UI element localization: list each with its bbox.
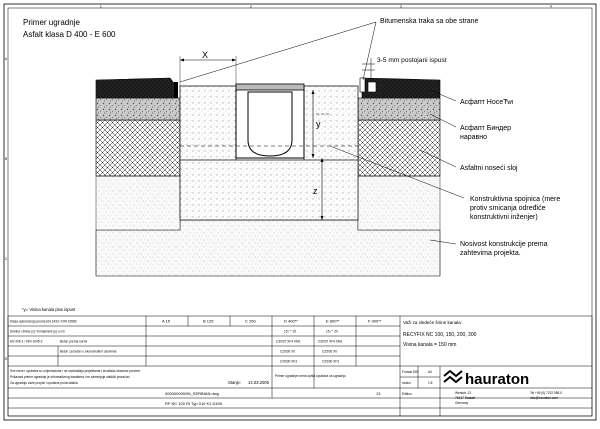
company-addr2: 76437 Rastatt <box>455 396 475 400</box>
format-label: Format DIN <box>402 370 419 374</box>
callout-bitumen: Bitumenska traka sa obe strane <box>380 18 479 25</box>
grating <box>236 84 304 90</box>
legal-3: Za ugradnju važe propisi i uputstva proizvođača. <box>10 381 79 385</box>
footnote: *y= Visina kanala plus ispust <box>22 307 76 312</box>
border-number-4: 4 <box>550 4 552 9</box>
format-value: A4 <box>428 370 432 374</box>
callout-binder: Асфапт Биндер <box>460 125 512 132</box>
legal-1: Sve mere i uputstva su orijentacione i ne oslobađaju projektanta i izvođača obaveze provere. <box>10 369 141 373</box>
class-c250: C 250 <box>245 318 256 324</box>
company-addr1: Werkstr. 13 <box>455 391 472 395</box>
row5-e600: C25/30 XF3 <box>322 359 340 364</box>
border-letter-a: A <box>5 57 8 61</box>
callout-support-2: zahtevima projekta. <box>460 250 521 257</box>
title-line1: Primer ugradnje <box>23 18 80 27</box>
class-b125: B 125 <box>203 318 214 324</box>
note-right-2: RECYFIX NC 100, 150, 200, 300 <box>403 332 477 338</box>
company-web: info@hauraton.com <box>530 396 558 400</box>
bitumen-strip-left <box>174 82 178 98</box>
cross-section <box>96 78 440 276</box>
row3-label: Beton prema normi <box>60 339 88 344</box>
row3-e600: C30/37 XF4 XM1 <box>318 339 343 344</box>
modul-label: modul <box>402 381 411 385</box>
title-line2: Asfalt klasa D 400 - E 600 <box>23 30 116 39</box>
asphalt-binder-left <box>96 98 180 120</box>
row2-d400: 15 / * 15 <box>284 329 296 334</box>
dim-x-label: X <box>202 50 209 60</box>
hauraton-logo <box>444 371 529 388</box>
callout-base: Asfaltni noseći sloj <box>460 165 518 172</box>
row4-label: Beton za beton u ekonomskim uslovima <box>60 349 117 354</box>
row4-d400: C25/30 X0 <box>280 349 296 354</box>
company-addr3: Germany <box>455 401 469 405</box>
class-d400: D 400** <box>284 318 298 324</box>
date-value: 14.03.2005 <box>248 380 269 385</box>
bitumen-strip-right <box>360 78 365 92</box>
row2-e600: 15 / * 20 <box>326 329 338 334</box>
dim-gap-label: 3-5 mm postojani ispust <box>377 57 447 64</box>
status-text: Primer ugradnje nema opšta uputstva za ugradnju <box>275 374 346 378</box>
legal-2: Prikazani primer ugradnje je informativnog karaktera i ne zamenjuje statički proračun. <box>10 375 131 379</box>
callout-binder-2: наравно <box>460 134 488 141</box>
concrete-foundation <box>180 160 358 220</box>
border-number-3: 3 <box>400 4 402 9</box>
row3-d400: C30/37 XF4 XM1 <box>276 339 301 344</box>
border-number-2: 2 <box>250 4 252 9</box>
callout-joint-3: konstruktivni inženjer) <box>470 214 538 221</box>
class-a15: A 15 <box>162 318 171 324</box>
row1-label: Klasa opterećenja prema EN 1433 / DIN 19580 <box>10 319 77 324</box>
border-number-1: 1 <box>100 4 102 9</box>
dim-y-label: y <box>316 119 321 129</box>
sheet-number: 13 <box>376 391 381 396</box>
company-tel: Tel +49 (0) 7222 958-0 <box>530 391 563 395</box>
note-right-3: Visina kanala = 150 mm <box>403 342 457 348</box>
class-e600: E 600** <box>326 318 340 324</box>
row2-label: Dubina i širina (z) i fundament (y) u cm <box>10 329 65 334</box>
asphalt-base-left <box>96 120 180 176</box>
ref-left: EN 206-1 / DIN 1045-2 <box>10 339 43 344</box>
border-letter-d: D <box>5 357 8 361</box>
ref-code: RF NC 100 RI Typ 010 K1 D400 <box>165 401 223 406</box>
edition-label: Edition <box>402 392 412 396</box>
company-name: hauraton <box>465 371 530 388</box>
border-letter-b: B <box>5 157 8 161</box>
asphalt-base-right <box>358 120 440 176</box>
title-block <box>8 316 592 416</box>
title-block-text <box>10 319 477 407</box>
dim-z-label: z <box>313 186 318 196</box>
asphalt-binder-right <box>358 98 440 120</box>
row4-e600: C25/30 X0 <box>322 349 338 354</box>
file-name: 000000000/96_SERBIAN.dwg <box>165 391 219 396</box>
date-label: Stanje: <box>228 380 242 385</box>
callout-joint-1: Konstruktivna spojnica (mere <box>470 196 561 203</box>
callout-support-1: Nosivost konstrukcije prema <box>460 241 548 248</box>
callout-surface: Асфапт НосеЋи <box>460 99 513 106</box>
class-f900: F 900** <box>368 318 382 324</box>
row5-d400: C25/30 XF3 <box>280 359 298 364</box>
border-letter-c: C <box>5 257 8 261</box>
modul-value: 1:5 <box>428 381 433 385</box>
callout-joint-2: protiv smicanja određiće <box>470 205 546 212</box>
note-right-1: Važi za sledeće širine kanala: <box>403 320 462 325</box>
asphalt-surface-left <box>96 78 176 98</box>
channel-body <box>248 92 292 156</box>
